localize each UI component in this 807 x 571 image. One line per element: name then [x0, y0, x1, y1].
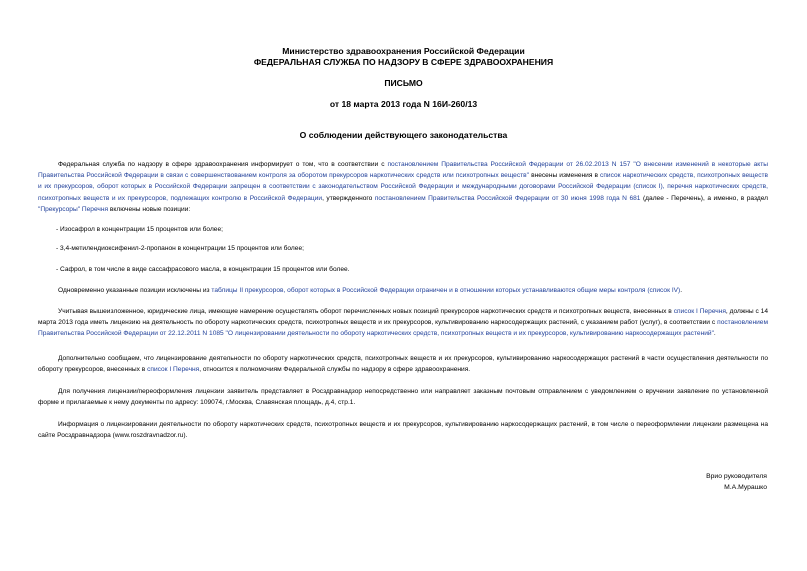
- paragraph-1: [38, 159, 768, 215]
- link-decree-681[interactable]: постановлением Правительства Российской Федерации от 30 июня 1998 года N 681: [374, 194, 641, 202]
- link-decree-1085[interactable]: постановлением Правительства Российской Федерации от 22.12.2011 N 1085 "О лицензировании деятельности по обороту наркотических средств, психотропных веществ и их прекурсоров, культивированию наркосодержащих растений": [38, 319, 768, 338]
- link-list-1-perechen[interactable]: список I Перечня: [673, 308, 726, 315]
- p1-text-1: Федеральная служба по надзору в сфере здравоохранения информирует о том, что в соответствии с: [58, 161, 388, 168]
- list-item: - Изосафрол в концентрации 15 процентов или более;: [56, 226, 223, 233]
- paragraph-4: [38, 353, 768, 375]
- p3-text-3: .: [713, 330, 716, 338]
- paragraph-6: Информация о лицензировании деятельности по обороту наркотических средств, психотропных веществ и их прекурсоров, культивированию наркосодержащих растений, в том числе о переоформлении лицензии размещена на сайте Росздравнадзора (www.roszdravnadzor.ru).: [38, 421, 768, 440]
- link-list-1[interactable]: список наркотических средств, психотропных веществ и их прекурсоров, оборот которых в Российской Федерации запрещен в соответствии с законодательством Российской Федерации и международными договорами Российской Федерации (список I), перечня наркотических средств, психотропных веществ и их прекурсоров, подлежащих контролю в Российской Федерации: [38, 172, 769, 202]
- list-item: - 3,4-метилендиоксифенил-2-пропанон в концентрации 15 процентов или более;: [56, 245, 304, 252]
- document-date-number: от 18 марта 2013 года N 16И-260/13: [329, 99, 478, 109]
- paragraph-5: Для получения лицензии/переоформления лицензии заявитель представляет в Росздравнадзор непосредственно или направляет заказным почтовым отправлением с уведомлением о вручении заявление по установленной форме и прилагаемые к нему документы по адресу: 109074, г.Москва, Славянская площадь, д.4, стр.1.: [38, 388, 768, 407]
- signature-name: М.А.Мурашко: [724, 484, 767, 491]
- p1-text-4: (далее - Перечень), а именно, в раздел: [640, 194, 768, 202]
- link-precursors-section[interactable]: "Прекурсоры" Перечня: [38, 205, 109, 213]
- p2-text-1: Одновременно указанные позиции исключены из: [58, 287, 212, 294]
- p1-text-5: включены новые позиции:: [108, 205, 191, 213]
- document-subject: О соблюдении действующего законодательства: [299, 130, 508, 140]
- link-decree-157[interactable]: постановлением Правительства Российской Федерации от 26.02.2013 N 157 "О внесении изменений в некоторые акты Правительства Российской Федерации в связи с совершенствованием контроля за оборотом прекурсоров наркотических средств или психотропных веществ": [38, 161, 768, 180]
- p3-text-1: Учитывая вышеизложенное, юридические лица, имеющие намерение осуществлять оборот перечисленных новых позиций прекурсоров наркотических средств и психотропных веществ, внесенных в: [58, 308, 674, 315]
- p3-text-2: , должны с 14 марта 2013 года иметь лицензию на деятельность по обороту наркотических средств, психотропных веществ и их прекурсоров, культивированию наркосодержащих растений, с указанием работ (услуг), в соответствии с: [38, 308, 769, 327]
- signature-position: Врио руководителя: [706, 473, 767, 480]
- p1-text-2: внесены изменения в: [529, 172, 601, 180]
- p1-text-3: , утвержденного: [322, 194, 375, 202]
- p2-text-2: .: [680, 287, 683, 294]
- paragraph-2: [38, 285, 768, 296]
- document-type: ПИСЬМО: [384, 78, 423, 88]
- list-item: - Сафрол, в том числе в виде сассафрасового масла, в концентрации 15 процентов или более.: [56, 266, 350, 273]
- p4-text-1: Дополнительно сообщаем, что лицензирование деятельности по обороту наркотических средств, психотропных веществ и их прекурсоров, культивированию наркосодержащих растений в части осуществления деятельности по обороту прекурсоров, внесенных в: [38, 355, 768, 374]
- p4-text-2: , относится к полномочиям Федеральной службы по надзору в сфере здравоохранения.: [199, 366, 471, 374]
- paragraph-3: [38, 306, 768, 340]
- ministry-title: Министерство здравоохранения Российской Федерации: [282, 46, 525, 56]
- link-table-2[interactable]: таблицы II прекурсоров, оборот которых в Российской Федерации ограничен и в отношении которых устанавливаются общие меры контроля (список IV): [211, 287, 681, 294]
- link-list-1-perechen-2[interactable]: список I Перечня: [147, 366, 200, 374]
- service-title: ФЕДЕРАЛЬНАЯ СЛУЖБА ПО НАДЗОРУ В СФЕРЕ ЗДРАВООХРАНЕНИЯ: [253, 57, 554, 67]
